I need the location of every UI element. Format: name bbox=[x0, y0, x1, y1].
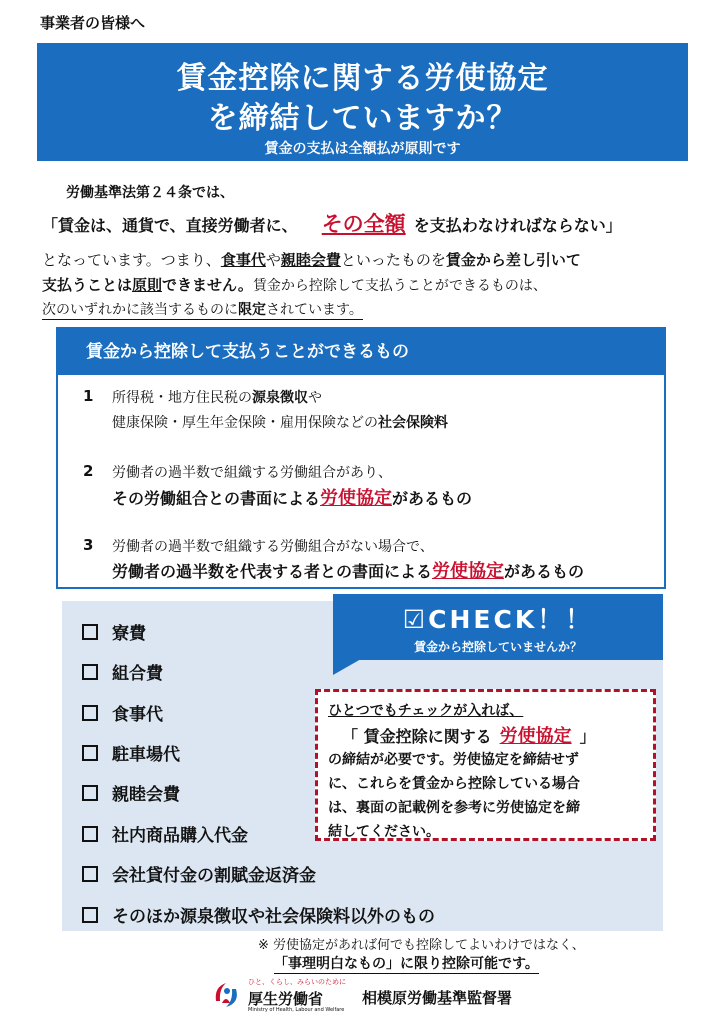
emphasis: 労使協定 bbox=[320, 488, 393, 509]
check-item-label: 食事代 bbox=[112, 705, 163, 725]
item-2-line-1: 労働者の過半数で組織する労働組合があり、 bbox=[112, 465, 392, 481]
emphasis: できません。 bbox=[162, 276, 253, 294]
check-banner bbox=[333, 594, 663, 660]
emphasis: 労使協定 bbox=[432, 561, 505, 582]
title-subtitle: 賃金の支払は全額払が原則です bbox=[264, 141, 461, 157]
logo-english: Ministry of Health, Labour and Welfare bbox=[248, 1007, 345, 1013]
text-part: といったものを bbox=[340, 251, 446, 269]
checkbox-icon bbox=[82, 624, 98, 640]
checkbox-icon bbox=[82, 785, 98, 801]
text-part: や bbox=[265, 251, 281, 269]
check-item bbox=[82, 861, 316, 886]
body-line-3 bbox=[42, 299, 363, 320]
check-item bbox=[82, 902, 435, 927]
text-part: 所得税・地方住民税の bbox=[112, 390, 252, 406]
item-2-line-2 bbox=[112, 484, 472, 510]
text-part: は、 bbox=[328, 800, 356, 816]
check-item-label: 寮費 bbox=[112, 624, 146, 644]
text-part: 賃金から控除して支払うことができるものは、 bbox=[252, 278, 547, 294]
quote-part: 「賃金は、通貨で、直接労働者に、 bbox=[42, 216, 298, 235]
checkbox-icon bbox=[82, 866, 98, 882]
notice-line-2 bbox=[342, 722, 596, 748]
footnote-line-1: ※ 労使協定があれば何でも控除してよいわけではなく、 bbox=[258, 938, 585, 953]
item-number: 1 bbox=[83, 387, 94, 405]
emphasis: 源泉徴収 bbox=[252, 390, 308, 406]
law-quote bbox=[42, 208, 622, 238]
text-part: その労働組合との書面による bbox=[112, 489, 321, 508]
text-part: があるもの bbox=[504, 562, 585, 581]
notice-line-5 bbox=[328, 797, 580, 817]
check-item-label: 親睦会費 bbox=[112, 785, 180, 805]
emphasis: 労使協定 bbox=[499, 726, 572, 747]
text-part: されています。 bbox=[266, 302, 363, 318]
title-line-1: 賃金控除に関する労使協定 bbox=[176, 61, 549, 96]
text-part: 次のいずれかに該当するものに bbox=[42, 302, 238, 318]
mhlw-logo-icon bbox=[210, 979, 242, 1011]
text-part: となっています。つまり、 bbox=[42, 251, 221, 269]
item-number: 2 bbox=[83, 462, 94, 480]
checkbox-icon bbox=[82, 745, 98, 761]
notice-line-3: の締結が必要です。労使協定を締結せず bbox=[328, 752, 579, 768]
emphasis: 原則 bbox=[132, 276, 163, 294]
check-subtitle: 賃金から控除していませんか？ bbox=[413, 640, 582, 654]
emphasis: 賃金から差し引いて bbox=[445, 251, 581, 269]
intro-line: 労働基準法第２４条では、 bbox=[66, 185, 234, 201]
notice-line-6: 結してください。 bbox=[328, 824, 440, 840]
item-1-line-1 bbox=[112, 387, 322, 407]
check-item-label: 会社貸付金の割賦金返済金 bbox=[112, 866, 316, 886]
check-item bbox=[82, 700, 163, 725]
emphasis: 食事代 bbox=[220, 251, 266, 269]
title-line-2: を締結していますか？ bbox=[207, 101, 518, 136]
quote-part: を支払わなければならない」 bbox=[413, 216, 622, 235]
check-item bbox=[82, 659, 163, 684]
office-name: 相模原労働基準監督署 bbox=[362, 989, 513, 1007]
emphasis: 限定 bbox=[238, 302, 266, 318]
mhlw-logo bbox=[210, 975, 346, 1019]
checkbox-icon bbox=[82, 907, 98, 923]
check-item bbox=[82, 619, 146, 644]
text-part: 労働者の過半数を代表する者との書面による bbox=[112, 562, 433, 581]
emphasis: 親睦会費 bbox=[280, 251, 341, 269]
checkbox-icon bbox=[82, 664, 98, 680]
emphasis: 裏面の記載例 bbox=[356, 800, 440, 816]
notice-line-1: ひとつでもチェックが入れば、 bbox=[328, 703, 524, 719]
check-item bbox=[82, 740, 180, 765]
text-part: 「 賃金控除に関する bbox=[342, 727, 492, 746]
allowed-header: 賃金から控除して支払うことができるもの bbox=[58, 329, 664, 375]
quote-emphasis: その全額 bbox=[321, 212, 406, 236]
check-item-label: そのほか源泉徴収や社会保険料以外のもの bbox=[112, 907, 435, 927]
notice-box bbox=[315, 689, 656, 841]
logo-tagline: ひと、くらし、みらいのために bbox=[248, 978, 346, 986]
emphasis: 社会保険料 bbox=[378, 415, 448, 431]
item-number: 3 bbox=[83, 536, 94, 554]
text-part: 健康保険・厚生年金保険・雇用保険などの bbox=[112, 415, 378, 431]
item-3-line-1: 労働者の過半数で組織する労働組合がない場合で、 bbox=[112, 539, 434, 555]
check-item-label: 組合費 bbox=[112, 664, 163, 684]
check-item bbox=[82, 821, 248, 846]
text-part: や bbox=[308, 390, 322, 406]
addressee: 事業者の皆様へ bbox=[40, 14, 146, 32]
item-3-line-2 bbox=[112, 557, 584, 583]
check-item-label: 駐車場代 bbox=[112, 745, 180, 765]
notice-line-4: に、これらを賃金から控除している場合 bbox=[328, 776, 580, 792]
logo-name: 厚生労働省 bbox=[248, 990, 324, 1008]
body-line-1 bbox=[42, 249, 581, 270]
item-1-line-2 bbox=[112, 412, 448, 432]
text-part: を参考に労使協定を締 bbox=[440, 800, 580, 816]
title-banner bbox=[37, 43, 688, 161]
allowed-deductions-box bbox=[56, 327, 666, 589]
footnote-line-2: 「事理明白なもの」に限り控除可能です。 bbox=[274, 953, 539, 974]
speech-tail bbox=[333, 659, 361, 675]
text-part: 」 bbox=[579, 727, 596, 746]
check-item bbox=[82, 780, 180, 805]
text-part: があるもの bbox=[392, 489, 473, 508]
check-item-label: 社内商品購入代金 bbox=[112, 826, 248, 846]
emphasis: 支払うことは bbox=[42, 276, 133, 294]
check-title: ☑CHECK！！ bbox=[402, 605, 594, 634]
body-line-2 bbox=[42, 274, 547, 295]
checkbox-icon bbox=[82, 826, 98, 842]
checkbox-icon bbox=[82, 705, 98, 721]
